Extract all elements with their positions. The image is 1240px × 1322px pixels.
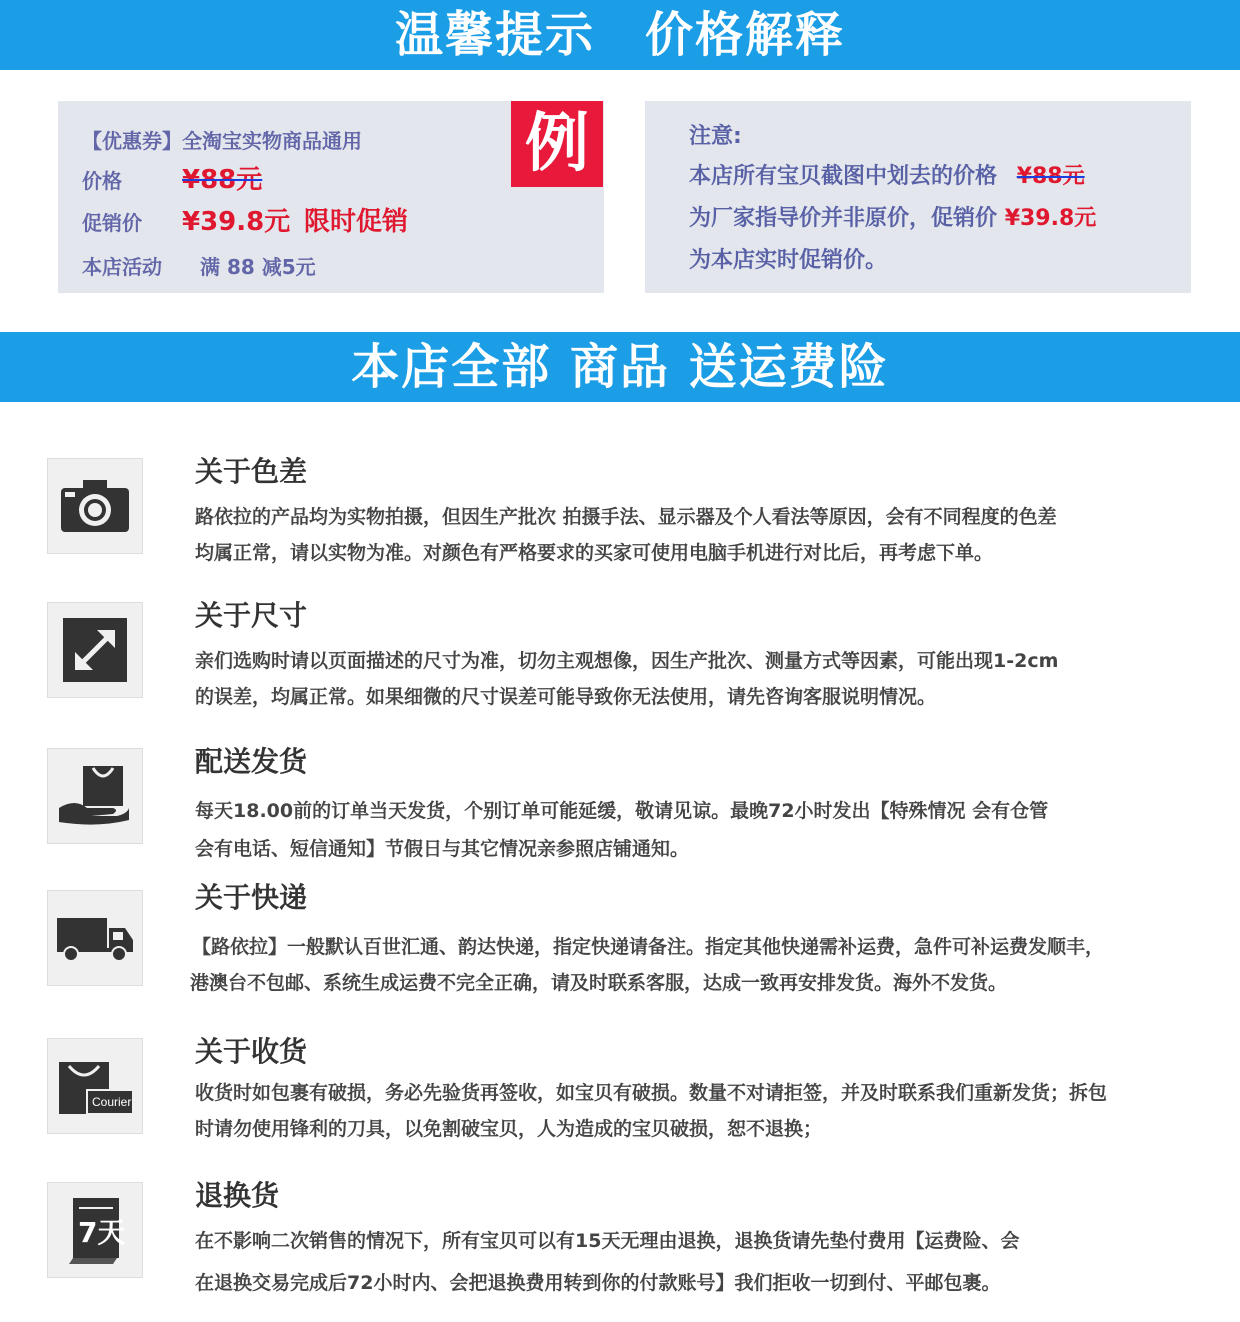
item-line: 在退换交易完成后72小时内、会把退换费用转到你的付款账号】我们拒收一切到付、平邮包裹。 — [195, 1272, 1001, 1294]
coupon-line: 【优惠券】全淘宝实物商品通用 — [82, 129, 362, 153]
promo-label: 促销价 — [82, 211, 142, 235]
resize-arrow-icon — [47, 602, 143, 698]
courier-bag-icon — [47, 1038, 143, 1134]
info-item-returns — [0, 1174, 1240, 1294]
hand-bag-icon — [47, 748, 143, 844]
item-title: 关于色差 — [195, 455, 308, 488]
info-item-size — [0, 594, 1240, 714]
note-promo-price: ¥39.8元 — [1004, 206, 1097, 231]
item-line: 的误差，均属正常。如果细微的尺寸误差可能导致你无法使用，请先咨询客服说明情况。 — [195, 686, 937, 708]
price-note-panel — [645, 101, 1191, 293]
note-line-1-text: 本店所有宝贝截图中划去的价格 — [689, 164, 998, 189]
example-badge: 例 — [511, 101, 603, 187]
note-line-2-text: 为厂家指导价并非原价，促销价 — [689, 206, 998, 231]
item-line: 时请勿使用锋利的刀具，以免割破宝贝，人为造成的宝贝破损，恕不退换； — [195, 1118, 823, 1140]
promo-tag: 限时促销 — [304, 207, 409, 237]
note-struck-price: ¥88元 — [1016, 164, 1085, 189]
item-line: 路依拉的产品均为实物拍摄，但因生产批次 拍摄手法、显示器及个人看法等原因，会有不同程度的色差 — [195, 506, 1057, 528]
original-price: ¥88元 — [182, 165, 263, 195]
seven-days-label: 7天 — [78, 1216, 126, 1249]
note-line-2 — [689, 201, 1096, 232]
banner-shipping-insurance: 本店全部 商品 送运费险 — [0, 332, 1240, 402]
courier-label: Courier — [92, 1095, 132, 1109]
info-item-receiving — [0, 1030, 1240, 1150]
item-title: 关于尺寸 — [195, 599, 308, 632]
item-line: 每天18.00前的订单当天发货，个别订单可能延缓，敬请见谅。最晚72小时发出【特殊情况 会有仓管 — [195, 800, 1049, 822]
item-title: 关于快递 — [195, 881, 308, 914]
item-line: 亲们选购时请以页面描述的尺寸为准，切勿主观想像，因生产批次、测量方式等因素，可能出现1-2cm — [195, 650, 1059, 672]
camera-icon — [47, 458, 143, 554]
note-title: 注意: — [689, 124, 742, 149]
note-line-3: 为本店实时促销价。 — [689, 248, 888, 273]
item-line: 港澳台不包邮、系统生成运费不完全正确，请及时联系客服，达成一致再安排发货。海外不发货。 — [190, 972, 1008, 994]
info-item-color — [0, 450, 1240, 570]
price-label: 价格 — [82, 169, 122, 193]
banner-warm-tips: 温馨提示 价格解释 — [0, 0, 1240, 70]
activity-value: 满 88 减5元 — [200, 255, 316, 279]
item-line: 会有电话、短信通知】节假日与其它情况亲参照店铺通知。 — [195, 838, 690, 860]
info-item-delivery — [0, 740, 1240, 860]
seven-days-icon — [47, 1182, 143, 1278]
info-item-express — [0, 876, 1240, 996]
note-line-1 — [689, 159, 1085, 190]
promo-price: ¥39.8元 — [182, 207, 291, 237]
item-title: 配送发货 — [195, 745, 308, 778]
item-title: 退换货 — [195, 1179, 280, 1212]
item-title: 关于收货 — [195, 1035, 308, 1068]
activity-label: 本店活动 — [82, 255, 162, 279]
truck-icon — [47, 890, 143, 986]
item-line: 收货时如包裹有破损，务必先验货再签收，如宝贝有破损。数量不对请拒签，并及时联系我们重新发货；拆包 — [195, 1082, 1108, 1104]
item-line: 【路依拉】一般默认百世汇通、韵达快递，指定快递请备注。指定其他快递需补运费，急件可补运费发顺丰， — [192, 936, 1105, 958]
item-line: 均属正常，请以实物为准。对颜色有严格要求的买家可使用电脑手机进行对比后，再考虑下单。 — [195, 542, 994, 564]
item-line: 在不影响二次销售的情况下，所有宝贝可以有15天无理由退换，退换货请先垫付费用【运费险、会 — [195, 1230, 1020, 1252]
